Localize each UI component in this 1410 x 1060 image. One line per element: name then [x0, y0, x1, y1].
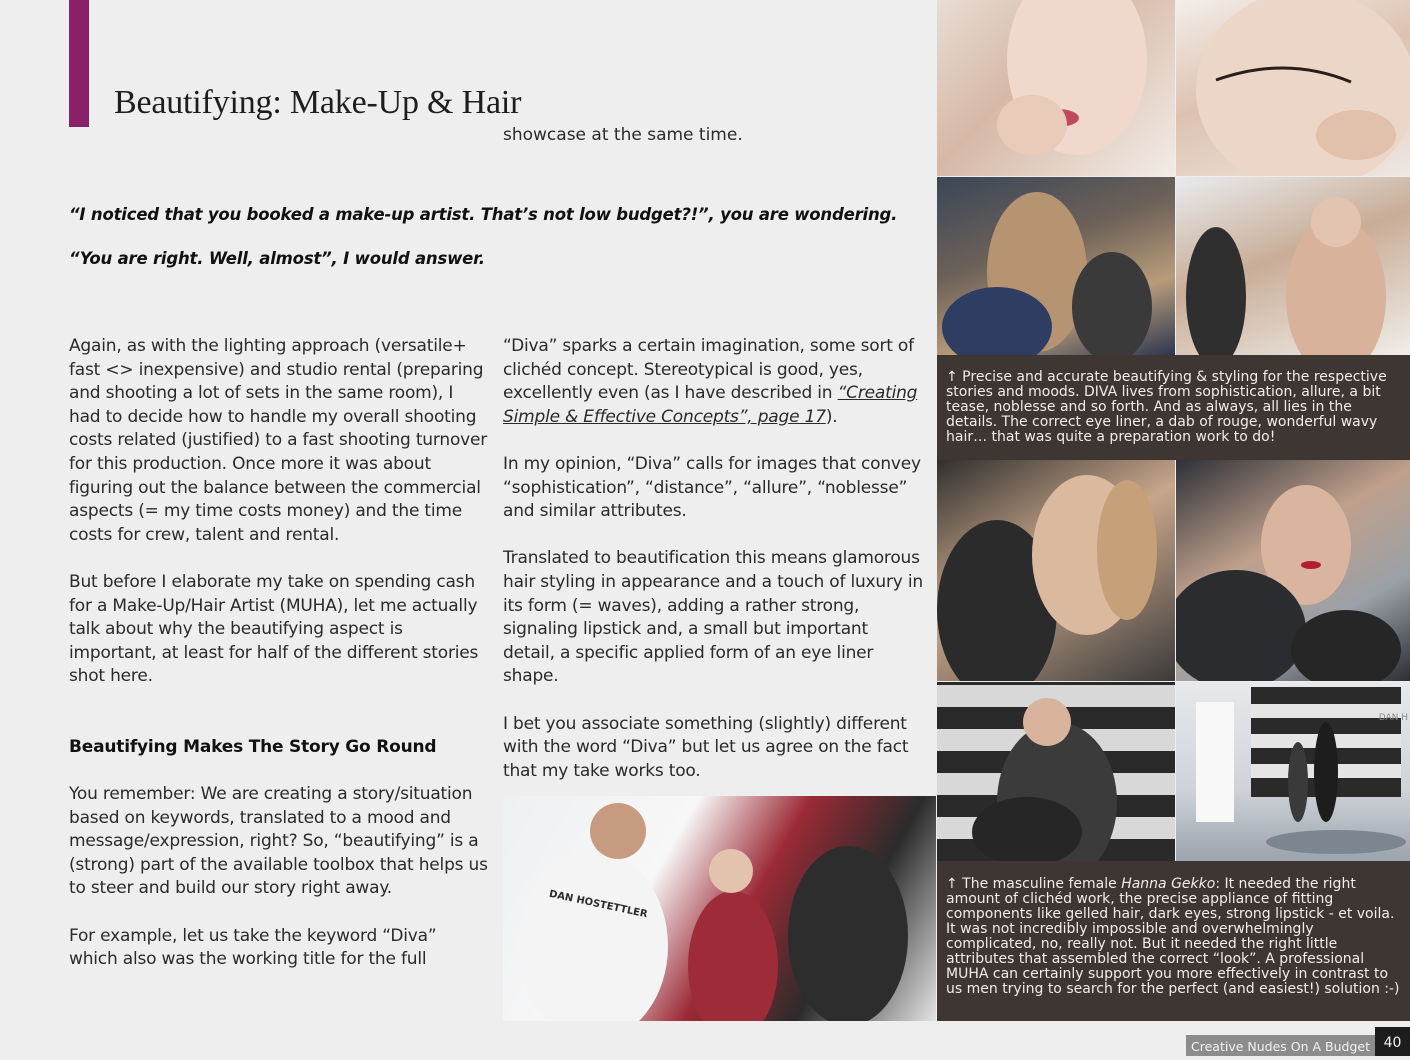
studio-sign-lettering: DAN H [1378, 713, 1408, 723]
right-paragraph-4: I bet you associate something (slightly) different with the word “Diva” but let us agree on the fact that my take works too. [503, 713, 909, 781]
photo-studio-set [1176, 682, 1410, 861]
section-subheading: Beautifying Makes The Story Go Round [69, 736, 437, 757]
shirt-lettering: DAN HOSTETTLER [547, 888, 649, 921]
left-paragraph-3: You remember: We are creating a story/situation based on keywords, translated to a mood and message/expression, right? So, “beautifying” is a (strong) part of the available toolbox that helps us to steer and build our story right away. [69, 784, 488, 899]
photo-eyeliner-application [1176, 0, 1410, 176]
photo-makeup-brush [937, 460, 1175, 681]
page-title: Beautifying: Make-Up & Hair [114, 84, 522, 121]
footer-publication-title: Creative Nudes On A Budget [1186, 1035, 1375, 1056]
right-paragraph-2: In my opinion, “Diva” calls for images that convey “sophistication”, “distance”, “allure”, “noblesse” and similar attributes. [503, 453, 921, 522]
pull-quote-1: “I noticed that you booked a make-up artist. That’s not low budget?!”, you are wondering. [69, 205, 898, 224]
photo-hair-styling [937, 177, 1175, 355]
right-column [503, 335, 923, 807]
photo-muha-illustration [503, 796, 936, 1021]
carryover-text: showcase at the same time. [503, 125, 743, 145]
caption-diva-styling: ↑ Precise and accurate beautifying & styling for the respective stories and moods. DIVA lives from sophistication, allure, a bit tease, noblesse and so forth. And as always, all lies in the details. The correct eye liner, a dab of rouge, wonderful wavy hair… that was quite a preparation work to do! [937, 355, 1410, 460]
accent-bar [69, 0, 89, 127]
photo-striped-backdrop [937, 682, 1175, 861]
photo-lipstick-application [937, 0, 1175, 176]
caption-masculine-female: ↑ The masculine female Hanna Gekko: It needed the right amount of clichéd work, the precise appliance of fitting components like gelled hair, dark eyes, strong lipstick - et voila. It was not incredibly impossible and overwhelmingly complicated, no, really not. But it needed the right little attributes that assembled the correct “look”. A professional MUHA can certainly support you more effectively in contrast to us men trying to search for the perfect (and easiest!) solution :-) [937, 861, 1410, 1021]
photo-red-lipstick-model [1176, 460, 1410, 681]
photo-muha-at-work [503, 796, 936, 1021]
photo-redlip-illustration [1176, 460, 1410, 681]
concepts-link[interactable]: “Creating Simple & Effective Concepts”, page 17 [503, 383, 918, 427]
photo-studio-illustration [1176, 682, 1410, 861]
photo-lipstick-illustration [937, 0, 1175, 176]
pull-quote-2: “You are right. Well, almost”, I would answer. [69, 249, 485, 268]
left-paragraph-4: For example, let us take the keyword “Diva” which also was the working title for the full [69, 925, 437, 970]
right-paragraph-1: “Diva” sparks a certain imagination, some sort of clichéd concept. Stereotypical is good, yes, excellently even (as I have described in “Creating Simple & Effective Concepts”, page 17). [503, 336, 918, 427]
photo-hair-illustration [937, 177, 1175, 355]
photo-model-illustration [1176, 177, 1410, 355]
right-paragraph-3: Translated to beautification this means glamorous hair styling in appearance and a touch of luxury in its form (= waves), adding a rather strong, signaling lipstick and, a small but important detail, a specific applied form of an eye liner shape. [503, 548, 923, 687]
left-paragraph-1: Again, as with the lighting approach (versatile+ fast <> inexpensive) and studio rental (preparing and shooting a lot of sets in the same room), I had to decide how to handle my overall shooting costs related (justified) to a fast shooting turnover for this production. Once more it was about figuring out the balance between the commercial aspects (= my time costs money) and the time costs for crew, talent and rental. [69, 336, 488, 545]
photo-striped-illustration [937, 682, 1175, 861]
page-number: 40 [1375, 1027, 1410, 1056]
photo-model-profile [1176, 177, 1410, 355]
left-column [69, 335, 489, 995]
photo-brush-illustration [937, 460, 1175, 681]
model-name: Hanna Gekko [1121, 876, 1216, 892]
photo-eyeliner-illustration [1176, 0, 1410, 176]
left-paragraph-2: But before I elaborate my take on spending cash for a Make-Up/Hair Artist (MUHA), let me actually talk about why the beautifying aspect is important, at least for half of the different stories shot here. [69, 571, 479, 687]
